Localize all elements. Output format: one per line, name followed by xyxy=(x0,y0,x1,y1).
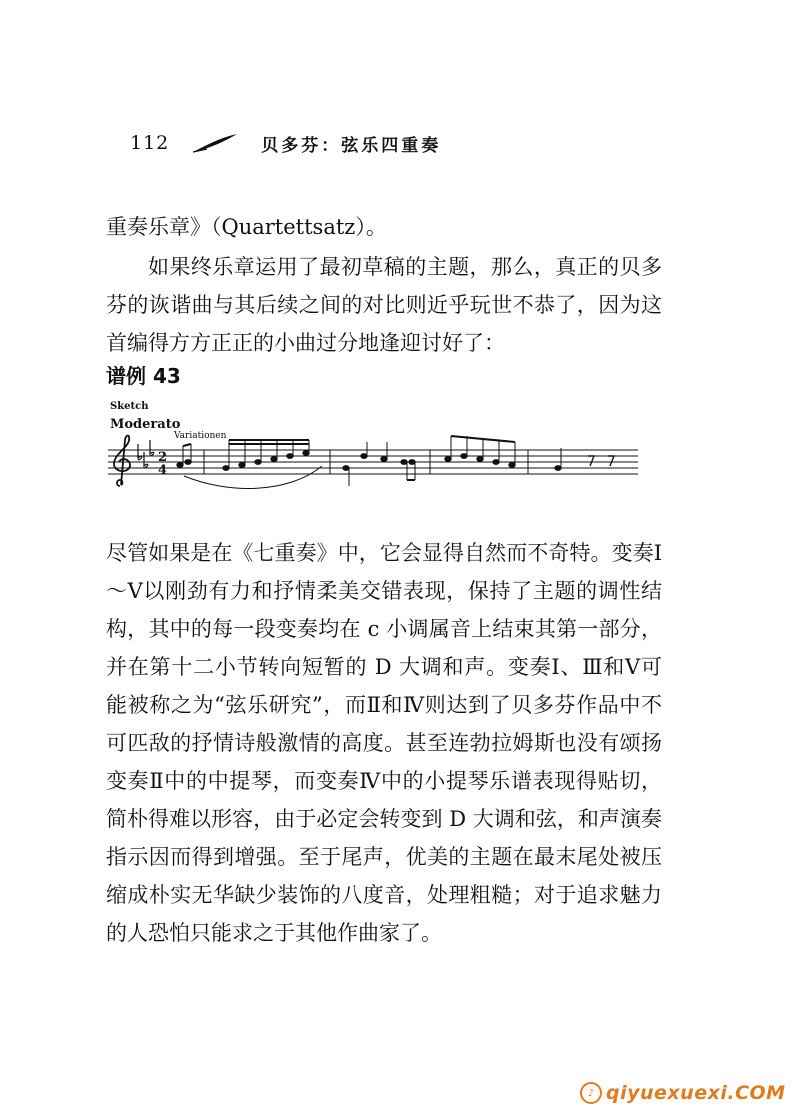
music-score xyxy=(108,396,648,496)
paragraph-finale: 如果终乐章运用了最初草稿的主题，那么，真正的贝多芬的诙谐曲与其后续之间的对比则近乎玩世不恭了，因为这首编得方方正正的小曲过分地逢迎讨好了： xyxy=(106,255,662,355)
score-label-variation: Variationen xyxy=(174,431,227,441)
watermark-text: qiyuexuexi.COM xyxy=(606,1082,786,1104)
quill-icon xyxy=(191,132,239,154)
watermark-logo-glyph: ♪ xyxy=(587,1087,595,1099)
site-watermark xyxy=(580,1082,786,1104)
paragraph-continuation: 重奏乐章》（Quartettsatz）。 xyxy=(106,215,387,239)
measure-3 xyxy=(343,442,415,486)
measure-5 xyxy=(555,448,614,470)
measure-2 xyxy=(184,440,322,488)
score-label-sketch: Sketch xyxy=(110,401,149,412)
key-signature-flats xyxy=(138,440,154,468)
score-label-tempo: Moderato xyxy=(110,417,181,432)
paragraph-variations: 尽管如果是在《七重奏》中，它会显得自然而不奇特。变奏Ⅰ～Ⅴ以刚劲有力和抒情柔美交错表现，保持了主题的调性结构，其中的每一段变奏均在 c 小调属音上结束其第一部分，并在第十二小节转向短暂的 D 大调和声。变奏Ⅰ、Ⅲ和Ⅴ可能被称之为“弦乐研究”，而Ⅱ和Ⅳ则达到了贝多芬作品中不可匹敌的抒情诗般激情的高度。甚至连勃拉姆斯也没有颂扬变奏Ⅱ中的中提琴，而变奏Ⅳ中的小提琴乐谱表现得贴切，简朴得难以形容，由于必定会转变到 D 大调和弦，和声演奏指示因而得到增强。至于尾声，优美的主题在最末尾处被压缩成朴实无华缺少装饰的八度音，处理粗糙；对于追求魅力的人恐怕只能求之于其他作曲家了。 xyxy=(106,541,662,945)
page-header xyxy=(130,128,441,158)
measure-4 xyxy=(445,436,515,467)
treble-clef-icon xyxy=(114,436,130,487)
running-title: 贝多芬：弦乐四重奏 xyxy=(261,135,442,156)
music-note-icon xyxy=(580,1082,602,1104)
page-number: 112 xyxy=(130,132,170,154)
music-example-label: 谱例 43 xyxy=(106,364,181,388)
time-signature-top: 2 xyxy=(158,450,168,465)
time-signature-bottom: 4 xyxy=(158,463,168,478)
